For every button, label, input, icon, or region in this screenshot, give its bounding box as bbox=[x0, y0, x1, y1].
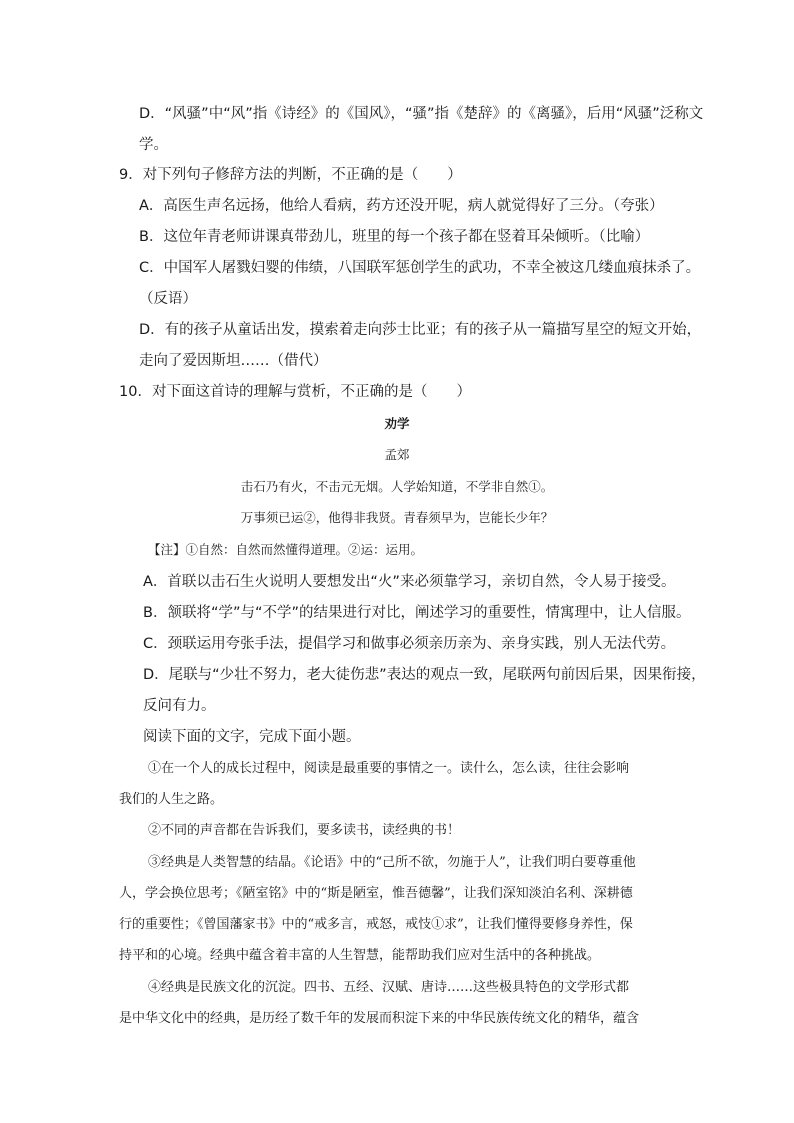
q10-option-a: A．首联以击石生火说明人要想发出“火”来必须靠学习，亲切自然，令人易于接受。 bbox=[143, 574, 676, 590]
passage-p3-line1: ③经典是人类智慧的结晶。《论语》中的“己所不欲，勿施于人”，让我们明白要尊重他 bbox=[148, 855, 636, 870]
passage-p2: ②不同的声音都在告诉我们，要多读书，读经典的书！ bbox=[148, 823, 461, 838]
q9-option-c-line1: C．中国军人屠戮妇婴的伟绩，八国联军惩创学生的武功，不幸全被这几缕血痕抹杀了。 bbox=[139, 260, 701, 276]
q9-stem: 9．对下列句子修辞方法的判断，不正确的是（ ） bbox=[119, 167, 462, 183]
q9-option-b: B．这位年青老师讲课真带劲儿，班里的每一个孩子都在竖着耳朵倾听。（比喻） bbox=[139, 229, 650, 245]
passage-p4-line2: 是中华文化中的经典，是历经了数千年的发展而积淀下来的中华民族传统文化的精华，蕴含 bbox=[119, 1011, 640, 1026]
q10-option-b: B．颔联将“学”与“不学”的结果进行对比，阐述学习的重要性，情寓理中，让人信服。 bbox=[143, 605, 691, 621]
passage-p4-line1: ④经典是民族文化的沉淀。四书、五经、汉赋、唐诗……这些极具特色的文学形式都 bbox=[148, 980, 630, 995]
passage-p3-line4: 持平和的心境。经典中蕴含着丰富的人生智慧，能帮助我们应对生活中的各种挑战。 bbox=[119, 948, 601, 963]
poem-line-1: 击石乃有火，不击元无烟。人学始知道，不学非自然①。 bbox=[240, 479, 554, 494]
poem-line-2: 万事须已运②，他得非我贤。青春须早为，岂能长少年？ bbox=[240, 510, 554, 525]
poem-title: 劝学 bbox=[384, 416, 410, 431]
q9-option-d-line2: 走向了爱因斯坦……（借代） bbox=[139, 353, 328, 369]
q9-option-c-line2: （反语） bbox=[139, 291, 197, 307]
poem-author: 孟郊 bbox=[384, 447, 410, 462]
q8-option-d-line1: D．“风骚”中“风”指《诗经》的《国风》，“骚”指《楚辞》的《离骚》，后用“风骚”泛称文 bbox=[139, 106, 704, 122]
passage-p3-line2: 人，学会换位思考；《陋室铭》中的“斯是陋室，惟吾德馨”，让我们深知淡泊名利、深耕德 bbox=[119, 886, 633, 901]
reading-instruction: 阅读下面的文字，完成下面小题。 bbox=[143, 729, 361, 745]
q10-option-d-line1: D．尾联与“少壮不努力，老大徒伤悲”表达的观点一致，尾联两句前因后果，因果衔接， bbox=[143, 667, 706, 683]
q9-option-d-line1: D．有的孩子从童话出发，摸索着走向莎士比亚；有的孩子从一篇描写星空的短文开始， bbox=[139, 322, 702, 338]
q8-option-d-line2: 学。 bbox=[139, 137, 168, 153]
poem-note: 【注】①自然：自然而然懂得道理。②运：运用。 bbox=[148, 542, 424, 557]
passage-p3-line3: 行的重要性；《曾国藩家书》中的“戒多言，戒怒，戒忮①求”，让我们懂得要修身养性，保 bbox=[119, 917, 633, 932]
q10-option-c: C．颈联运用夸张手法，提倡学习和做事必须亲历亲为、亲身实践，别人无法代劳。 bbox=[143, 636, 676, 652]
q10-option-d-line2: 反问有力。 bbox=[143, 698, 216, 714]
passage-p1-line1: ①在一个人的成长过程中，阅读是最重要的事情之一。读什么，怎么读，往往会影响 bbox=[148, 761, 630, 776]
q10-stem: 10．对下面这首诗的理解与赏析，不正确的是（ ） bbox=[119, 384, 471, 400]
passage-p1-line2: 我们的人生之路。 bbox=[119, 792, 224, 807]
q9-option-a: A．高医生声名远扬，他给人看病，药方还没开呢，病人就觉得好了三分。（夸张） bbox=[139, 198, 664, 214]
